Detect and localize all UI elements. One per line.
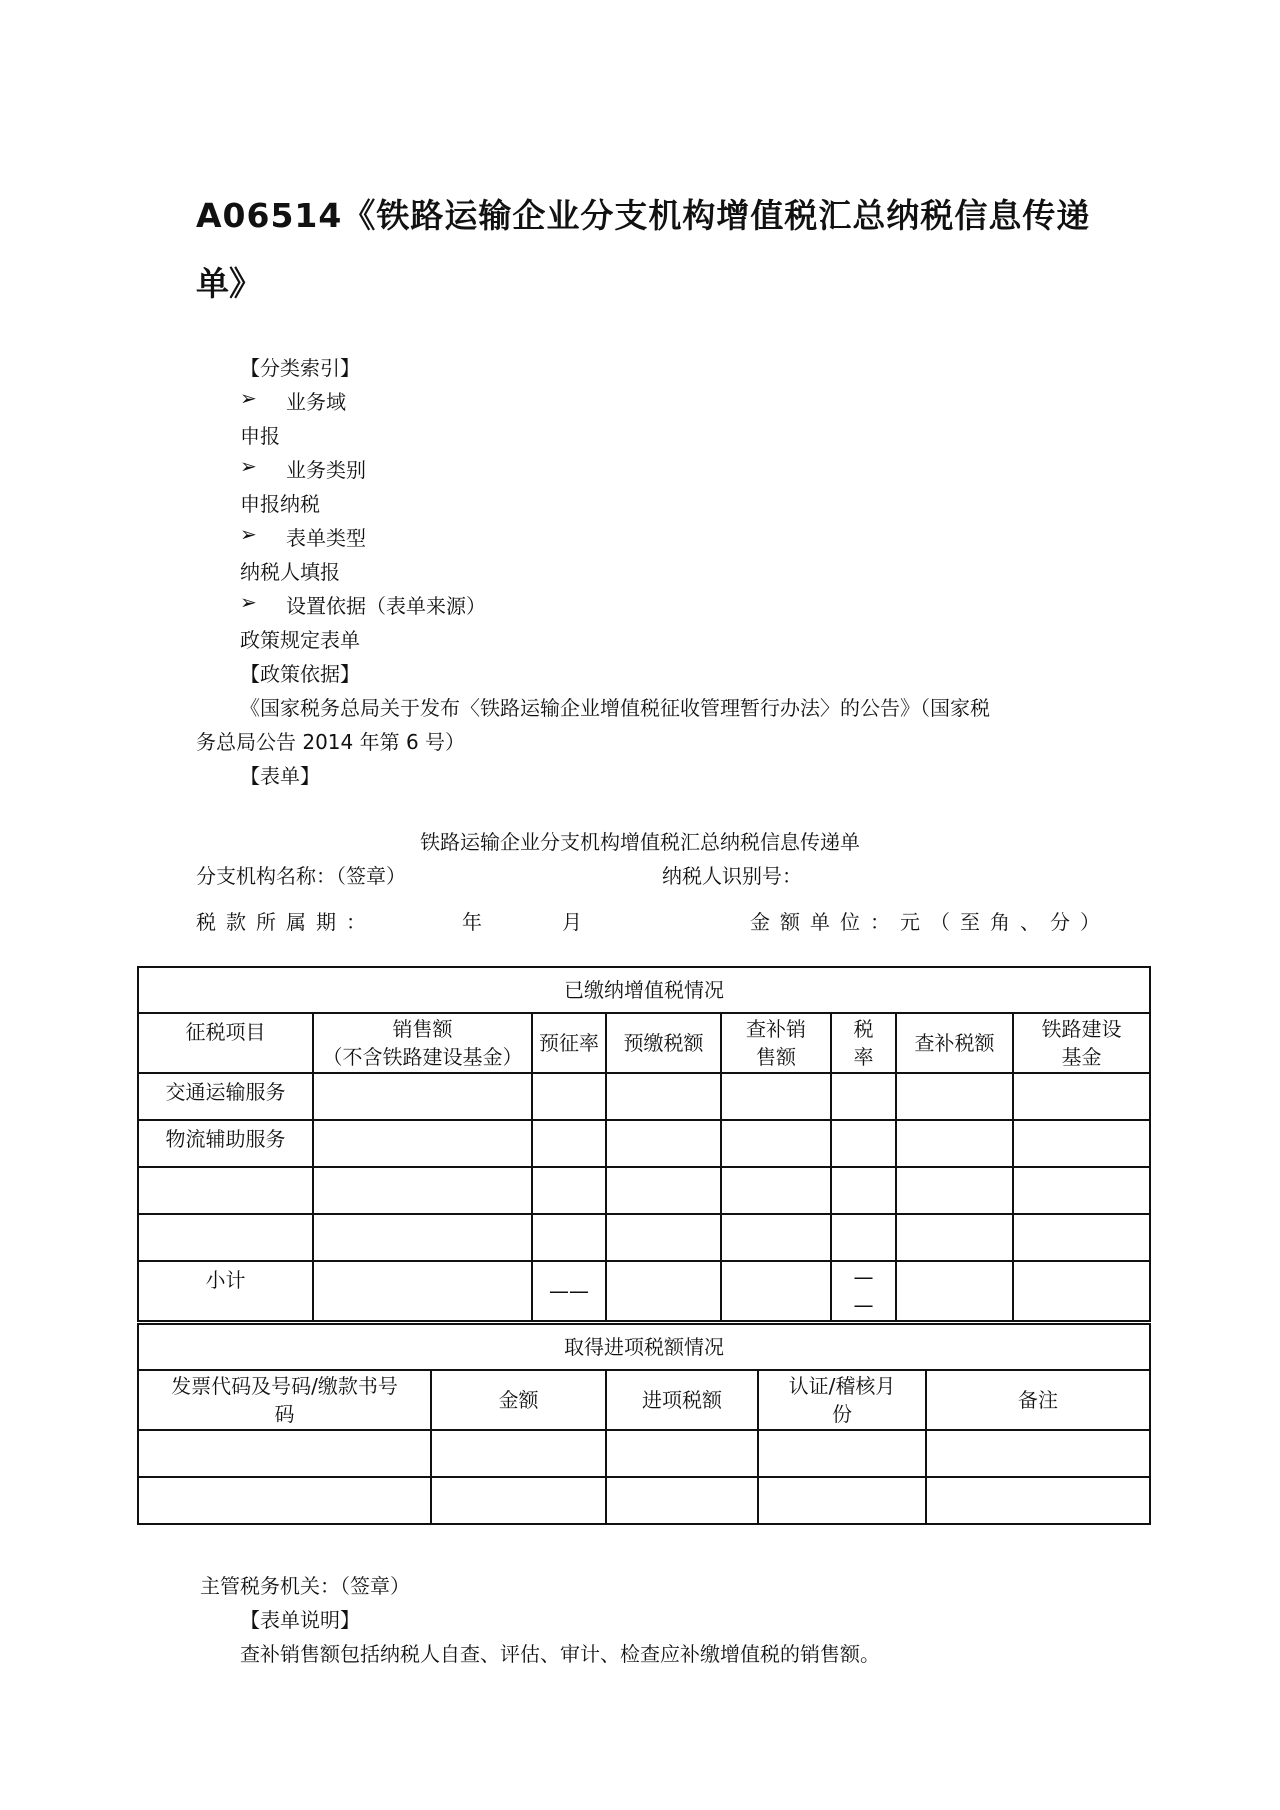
table-cell[interactable] — [1013, 1120, 1150, 1167]
header-sales-line1: 销售额 — [392, 1017, 453, 1041]
classification-value-domain: 申报 — [240, 424, 280, 448]
table-cell[interactable] — [1013, 1214, 1150, 1261]
table-cell[interactable] — [896, 1214, 1013, 1261]
dash-bottom: — — [853, 1293, 874, 1317]
table-cell[interactable] — [313, 1214, 532, 1261]
table-cell[interactable] — [532, 1214, 606, 1261]
notes-text: 查补销售额包括纳税人自查、评估、审计、检查应补缴增值税的销售额。 — [240, 1642, 880, 1666]
dash-cell-stacked — [831, 1261, 896, 1321]
tax-period-year: 年 — [462, 910, 482, 934]
header-fund-line1: 铁路建设 — [1041, 1017, 1122, 1041]
header-audit-sales — [721, 1013, 831, 1073]
table-cell[interactable] — [758, 1430, 926, 1477]
table-cell[interactable] — [721, 1120, 831, 1167]
header-fund-line2: 基金 — [1061, 1045, 1102, 1069]
table-cell[interactable] — [831, 1167, 896, 1214]
header-sales-line2: （不含铁路建设基金） — [322, 1045, 523, 1069]
header-invoice-line1: 发票代码及号码/缴款书号 — [171, 1374, 398, 1398]
table-cell[interactable] — [721, 1214, 831, 1261]
input-tax-table — [137, 1323, 1151, 1525]
header-amount: 金额 — [431, 1370, 606, 1430]
header-invoice-line2: 码 — [274, 1402, 295, 1426]
row-label-logistics: 物流辅助服务 — [138, 1120, 313, 1167]
table-row — [138, 1120, 1150, 1167]
page-title: A06514《铁路运输企业分支机构增值税汇总纳税信息传递 — [196, 196, 1091, 235]
table-row — [138, 1214, 1150, 1261]
header-rail-fund — [1013, 1013, 1150, 1073]
table-cell[interactable] — [313, 1073, 532, 1120]
page-title-continued: 单》 — [196, 264, 262, 303]
table-cell[interactable] — [831, 1073, 896, 1120]
table-cell[interactable] — [606, 1120, 721, 1167]
table-cell[interactable] — [606, 1073, 721, 1120]
taxpayer-id-label: 纳税人识别号： — [662, 864, 802, 888]
bullet-icon: ➢ — [240, 386, 257, 410]
section-heading-input-tax: 取得进项税额情况 — [138, 1324, 1150, 1370]
classification-label-category: 业务类别 — [286, 458, 366, 482]
amount-unit-label: 金额单位：元（至角、分） — [750, 910, 1110, 934]
table-cell[interactable] — [831, 1120, 896, 1167]
table-cell[interactable] — [606, 1167, 721, 1214]
header-rate-line1: 税 — [853, 1017, 874, 1041]
table-cell[interactable] — [532, 1167, 606, 1214]
classification-label-basis: 设置依据（表单来源） — [286, 594, 486, 618]
table-cell[interactable] — [606, 1477, 758, 1524]
header-audit-line1: 查补销 — [746, 1017, 806, 1041]
row-label-transport: 交通运输服务 — [138, 1073, 313, 1120]
classification-label-form-type: 表单类型 — [286, 526, 366, 550]
header-audit-tax: 查补税额 — [896, 1013, 1013, 1073]
table-cell[interactable] — [896, 1120, 1013, 1167]
classification-heading: 【分类索引】 — [240, 356, 360, 380]
header-prepay-rate: 预征率 — [532, 1013, 606, 1073]
header-input-tax: 进项税额 — [606, 1370, 758, 1430]
header-remarks: 备注 — [926, 1370, 1150, 1430]
bullet-icon: ➢ — [240, 590, 257, 614]
table-cell[interactable] — [831, 1214, 896, 1261]
table-cell[interactable] — [606, 1430, 758, 1477]
table-cell[interactable] — [721, 1073, 831, 1120]
table-cell[interactable] — [758, 1477, 926, 1524]
table-cell[interactable] — [721, 1261, 831, 1321]
header-prepaid-tax: 预缴税额 — [606, 1013, 721, 1073]
classification-label-domain: 业务域 — [286, 390, 346, 414]
table-cell[interactable] — [926, 1477, 1150, 1524]
table-cell[interactable] — [313, 1167, 532, 1214]
header-tax-item: 征税项目 — [138, 1013, 313, 1073]
table-cell[interactable] — [313, 1120, 532, 1167]
dash-top: — — [853, 1265, 874, 1289]
policy-text-line1: 《国家税务总局关于发布〈铁路运输企业增值税征收管理暂行办法〉的公告》（国家税 — [240, 696, 990, 720]
header-sales — [313, 1013, 532, 1073]
table-cell[interactable] — [431, 1430, 606, 1477]
table-cell[interactable] — [138, 1477, 431, 1524]
table-cell[interactable] — [138, 1167, 313, 1214]
form-title: 铁路运输企业分支机构增值税汇总纳税信息传递单 — [420, 830, 860, 854]
table-cell[interactable] — [896, 1073, 1013, 1120]
table-cell[interactable] — [896, 1261, 1013, 1321]
subtotal-row — [138, 1261, 1150, 1321]
tax-period-month: 月 — [562, 910, 582, 934]
bullet-icon: ➢ — [240, 522, 257, 546]
table-cell[interactable] — [431, 1477, 606, 1524]
header-invoice-code — [138, 1370, 431, 1430]
section-heading-paid-vat: 已缴纳增值税情况 — [138, 967, 1150, 1013]
header-rate-line2: 率 — [853, 1045, 874, 1069]
header-month-line1: 认证/稽核月 — [788, 1374, 896, 1398]
header-tax-rate — [831, 1013, 896, 1073]
table-row — [138, 1073, 1150, 1120]
table-cell[interactable] — [721, 1167, 831, 1214]
table-cell[interactable] — [1013, 1073, 1150, 1120]
table-cell[interactable] — [138, 1430, 431, 1477]
table-cell[interactable] — [606, 1214, 721, 1261]
paid-vat-table — [137, 966, 1151, 1322]
header-month-line2: 份 — [832, 1402, 852, 1426]
bullet-icon: ➢ — [240, 454, 257, 478]
classification-value-category: 申报纳税 — [240, 492, 320, 516]
table-cell[interactable] — [606, 1261, 721, 1321]
table-cell[interactable] — [532, 1073, 606, 1120]
tax-authority-label: 主管税务机关：（签章） — [200, 1574, 410, 1598]
subtotal-label: 小计 — [138, 1261, 313, 1321]
dash-cell: —— — [532, 1261, 606, 1321]
header-audit-line2: 售额 — [756, 1045, 796, 1069]
table-cell[interactable] — [1013, 1261, 1150, 1321]
branch-name-label: 分支机构名称：（签章） — [196, 864, 406, 888]
notes-heading: 【表单说明】 — [240, 1608, 360, 1632]
table-cell[interactable] — [313, 1261, 532, 1321]
table-row — [138, 1477, 1150, 1524]
table-cell[interactable] — [896, 1167, 1013, 1214]
form-heading: 【表单】 — [240, 764, 320, 788]
tax-period-label: 税款所属期： — [196, 910, 376, 934]
header-verify-month — [758, 1370, 926, 1430]
classification-value-form-type: 纳税人填报 — [240, 560, 340, 584]
table-row — [138, 1430, 1150, 1477]
table-row — [138, 1167, 1150, 1214]
table-cell[interactable] — [926, 1430, 1150, 1477]
classification-value-basis: 政策规定表单 — [240, 628, 360, 652]
policy-text-line2: 务总局公告 2014 年第 6 号） — [196, 730, 466, 754]
table-cell[interactable] — [532, 1120, 606, 1167]
table-cell[interactable] — [138, 1214, 313, 1261]
policy-heading: 【政策依据】 — [240, 662, 360, 686]
table-cell[interactable] — [1013, 1167, 1150, 1214]
